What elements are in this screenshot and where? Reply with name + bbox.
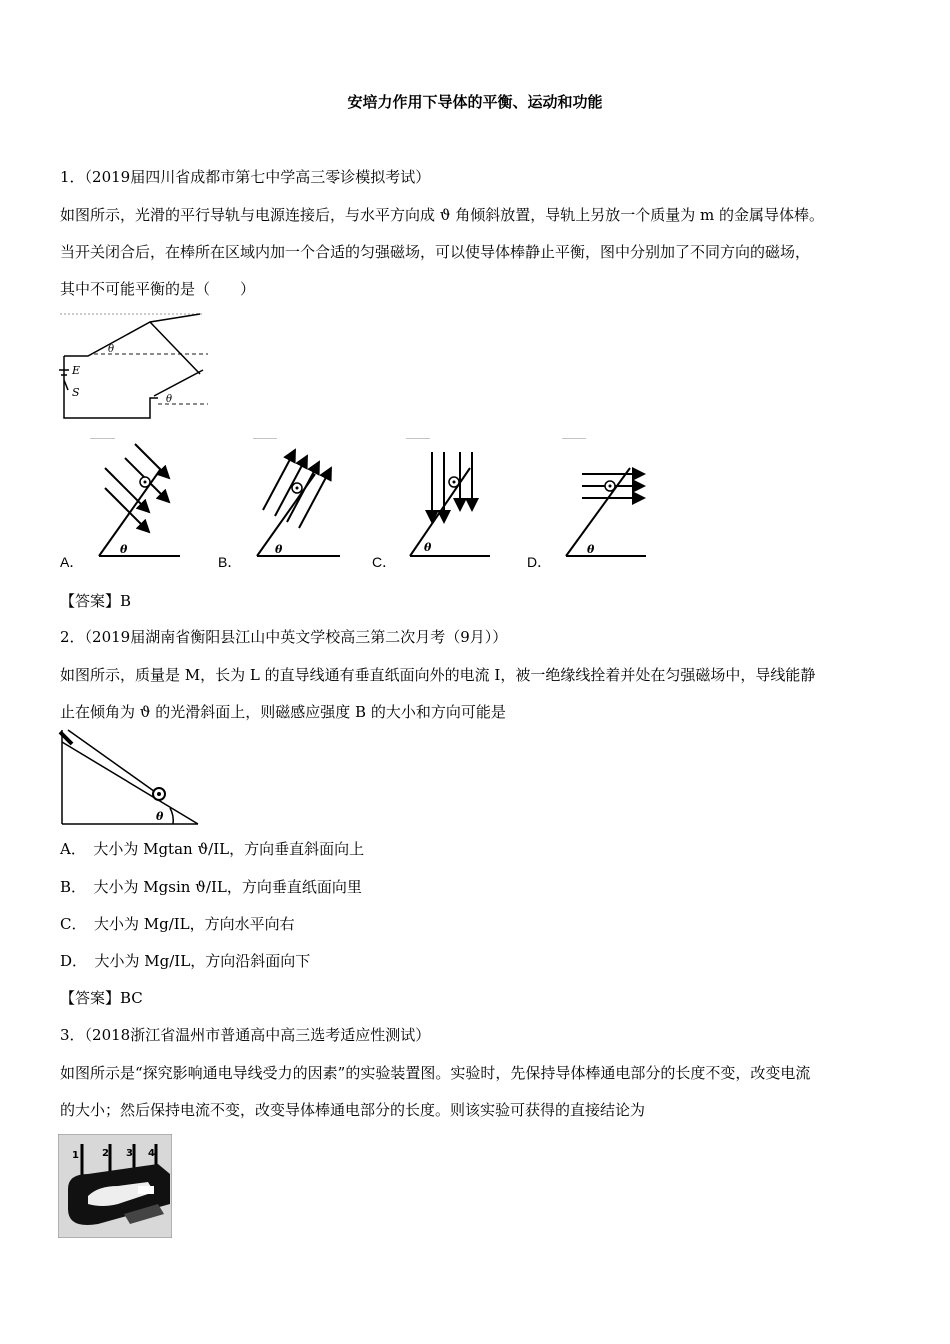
q1-text-line1: 如图所示，光滑的平行导轨与电源连接后，与水平方向成 ϑ 角倾斜放置，导轨上另放一个质量为 m 的金属导体棒。 [60,206,825,224]
q1-answer: 【答案】B [60,592,132,610]
q1-option-c-label[interactable]: C． [372,554,397,570]
q1-circuit-figure [58,312,213,424]
q1-source: 1．（2019届四川省成都市第七中学高三零诊模拟考试） [60,168,431,186]
q1-fig-theta-top: θ [108,344,115,355]
q2-text-line1: 如图所示，质量是 M，长为 L 的直导线通有垂直纸面向外的电流 I，被一绝缘线拴着并处在匀强磁场中，导线能静 [60,666,816,684]
q2-answer: 【答案】BC [60,989,143,1007]
q1-option-d-label[interactable]: D． [527,554,552,570]
q1-option-c-theta: θ [424,541,432,554]
q1-fig-s-label: S [72,386,80,399]
q3-source: 3．（2018浙江省温州市普通高中高三选考适应性测试） [60,1026,431,1044]
q1-option-c-figure[interactable] [398,438,498,564]
q1-option-b-figure[interactable] [245,438,345,564]
q1-option-a-figure[interactable] [85,438,185,564]
q2-option-d[interactable]: D． 大小为 Mg/IL，方向沿斜面向下 [60,952,311,970]
q1-option-d-theta: θ [587,543,595,556]
q3-label-2: 2 [102,1148,109,1159]
q2-source: 2．（2019届湖南省衡阳县江山中英文学校高三第二次月考（9月）） [60,628,508,646]
page-title: 安培力作用下导体的平衡、运动和功能 [347,93,603,111]
q2-option-c[interactable]: C． 大小为 Mg/IL，方向水平向右 [60,915,295,933]
q3-label-4: 4 [148,1148,155,1159]
q2-option-b[interactable]: B． 大小为 Mgsin ϑ/IL，方向垂直纸面向里 [60,878,362,896]
q1-option-d-figure[interactable] [554,438,654,564]
q3-label-1: 1 [72,1150,79,1161]
q1-option-b-label[interactable]: B． [218,554,242,570]
q1-fig-e-label: E [72,364,81,377]
q2-fig-theta: θ [156,810,164,823]
q2-incline-figure [58,728,200,828]
q3-label-3: 3 [126,1148,133,1159]
q1-option-a-theta: θ [120,543,128,556]
q2-text-line2: 止在倾角为 ϑ 的光滑斜面上，则磁感应强度 B 的大小和方向可能是 [60,703,506,721]
q3-text-line2: 的大小；然后保持电流不变，改变导体棒通电部分的长度。则该实验可获得的直接结论为 [60,1101,646,1119]
q2-option-a[interactable]: A． 大小为 Mgtan ϑ/IL，方向垂直斜面向上 [60,840,365,858]
q3-text-line1: 如图所示是“探究影响通电导线受力的因素”的实验装置图。实验时，先保持导体棒通电部分的长度不变，改变电流 [60,1064,811,1082]
q1-text-line2: 当开关闭合后，在棒所在区域内加一个合适的匀强磁场，可以使导体棒静止平衡，图中分别加了不同方向的磁场， [60,243,811,261]
q1-option-a-label[interactable]: A． [60,554,84,570]
q1-option-b-theta: θ [275,543,283,556]
q3-apparatus-figure [58,1134,172,1238]
q1-text-line3: 其中不可能平衡的是（ ） [60,280,256,298]
q1-fig-theta-bottom: θ [166,394,173,405]
